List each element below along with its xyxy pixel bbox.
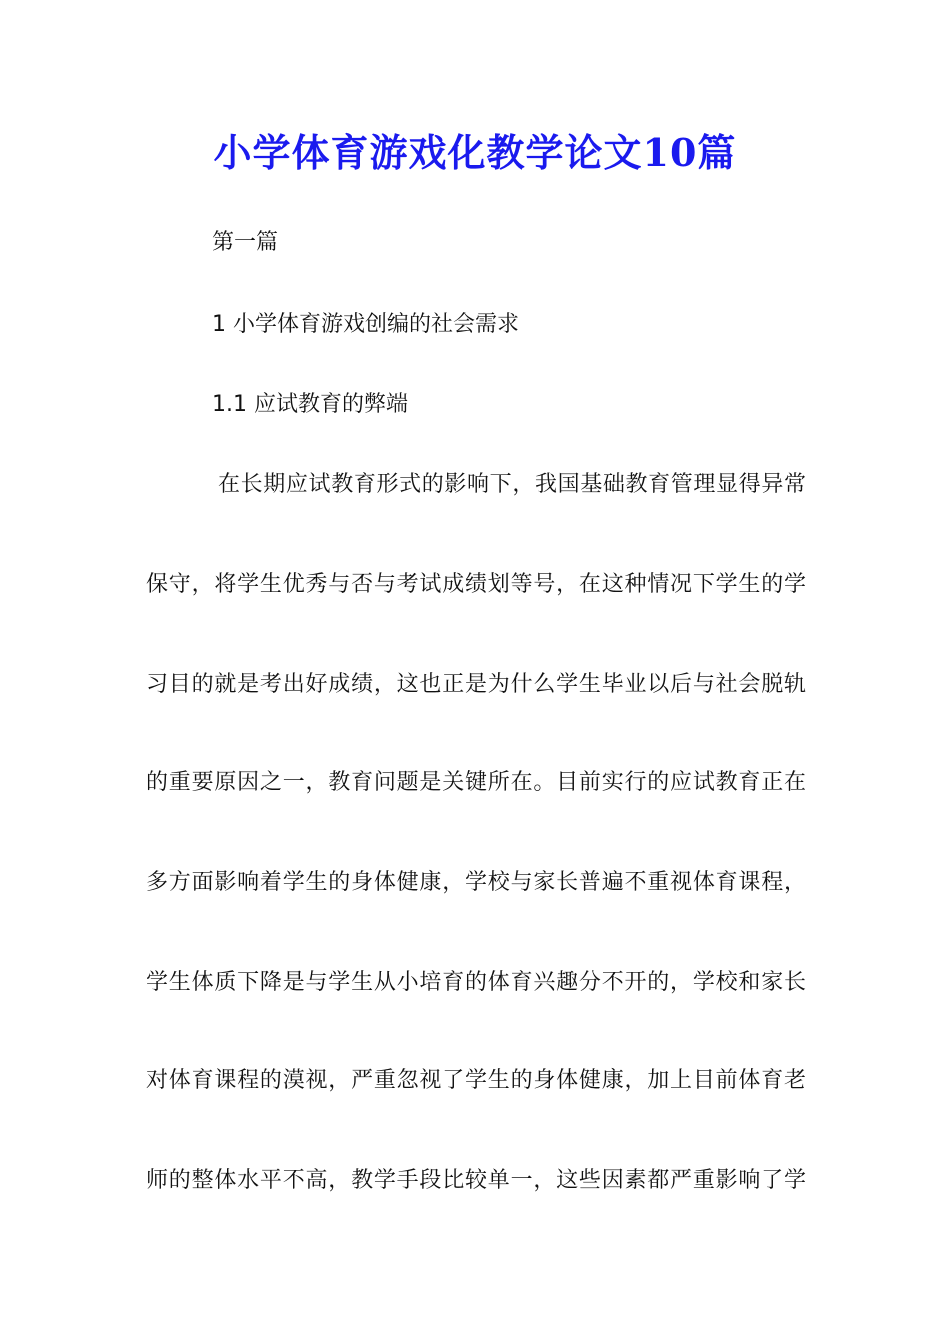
paragraph-line: 师的整体水平不高，教学手段比较单一，这些因素都严重影响了学 (146, 1168, 806, 1193)
document-title: 小学体育游戏化教学论文10篇 (213, 130, 737, 175)
paragraph-line: 习目的就是考出好成绩，这也正是为什么学生毕业以后与社会脱轨 (146, 672, 806, 697)
heading-1-1: 1.1 应试教育的弊端 (212, 392, 408, 417)
paragraph-line: 在长期应试教育形式的影响下，我国基础教育管理显得异常 (218, 472, 806, 497)
paragraph-line: 多方面影响着学生的身体健康，学校与家长普遍不重视体育课程， (146, 870, 806, 895)
section-label: 第一篇 (212, 230, 279, 255)
paragraph-line: 对体育课程的漠视，严重忽视了学生的身体健康，加上目前体育老 (146, 1068, 806, 1093)
paragraph-line: 的重要原因之一，教育问题是关键所在。目前实行的应试教育正在 (146, 770, 806, 795)
paragraph-line: 学生体质下降是与学生从小培育的体育兴趣分不开的，学校和家长 (146, 970, 806, 995)
heading-1: 1 小学体育游戏创编的社会需求 (212, 312, 519, 337)
paragraph-line: 保守，将学生优秀与否与考试成绩划等号，在这种情况下学生的学 (146, 572, 806, 597)
